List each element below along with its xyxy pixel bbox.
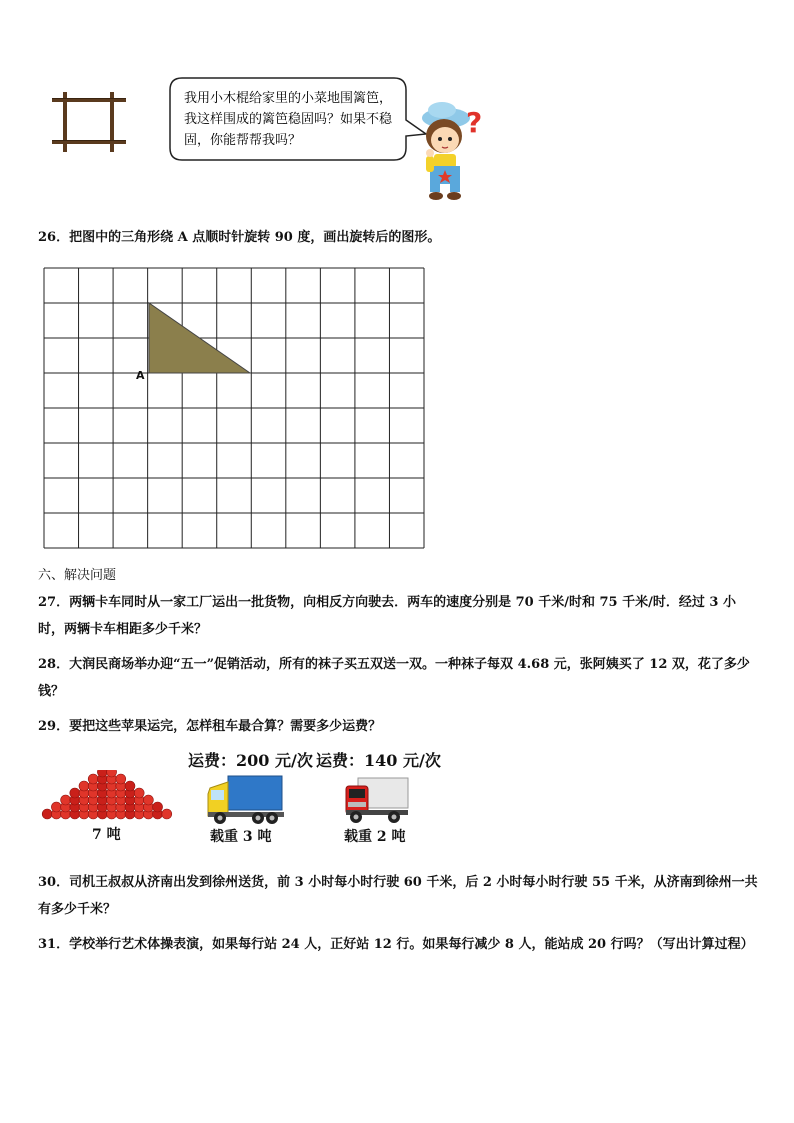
question-30: 30．司机王叔叔从济南出发到徐州送货，前 3 小时每小时行驶 60 千米，后 2 小时每小时行驶 55 千米，从济南到徐州一共有多少千米？ [38, 875, 758, 917]
apple [79, 781, 89, 791]
question-26: 26．把图中的三角形绕 A 点顺时针旋转 90 度，画出旋转后的图形。 [38, 230, 441, 245]
apple [88, 774, 98, 784]
section-title: 六、解决问题 [38, 568, 117, 583]
child-character-illustration [412, 96, 492, 214]
apples-weight-label: 7 吨 [92, 827, 121, 843]
apple [97, 770, 107, 777]
truck-big-capacity-label: 载重 3 吨 [210, 829, 272, 845]
fee-big-truck: 运费：200 元/次 [188, 751, 313, 770]
truck-small-illustration [344, 774, 410, 826]
point-a-label: A [136, 369, 145, 382]
speech-bubble-text: 我用小木棍给家里的小菜地围篱笆，我这样围成的篱笆稳固吗？如果不稳固，你能帮帮我吗？ [184, 91, 393, 148]
apple [116, 774, 126, 784]
apple [42, 809, 52, 819]
question-mark-glyph: ? [466, 106, 483, 139]
grid-with-triangle [38, 262, 438, 554]
apple [70, 788, 80, 798]
apple [61, 795, 71, 805]
truck-small-capacity-label: 载重 2 吨 [344, 829, 406, 845]
truck-big-illustration [206, 772, 284, 826]
apple [107, 770, 117, 777]
apple [134, 788, 144, 798]
apple [143, 795, 153, 805]
question-29: 29．要把这些苹果运完，怎样租车最合算？需要多少运费？ [38, 719, 382, 734]
fee-small-truck: 运费：140 元/次 [316, 751, 441, 770]
apple [51, 802, 61, 812]
apple [125, 781, 135, 791]
apple [162, 809, 172, 819]
question-31: 31．学校举行艺术体操表演，如果每行站 24 人，正好站 12 行。如果每行减少 8 人，能站成 20 行吗？（写出计算过程） [38, 937, 754, 952]
apple [153, 802, 163, 812]
question-27: 27．两辆卡车同时从一家工厂运出一批货物，向相反方向驶去．两车的速度分别是 70 千米/时和 75 千米/时．经过 3 小时，两辆卡车相距多少千米？ [38, 595, 736, 637]
apple-pile-illustration [40, 770, 174, 822]
fence-sticks-figure [50, 92, 130, 154]
question-28: 28．大润民商场举办迎“五一”促销活动，所有的袜子买五双送一双。一种袜子每双 4.68 元，张阿姨买了 12 双，花了多少钱？ [38, 657, 750, 699]
